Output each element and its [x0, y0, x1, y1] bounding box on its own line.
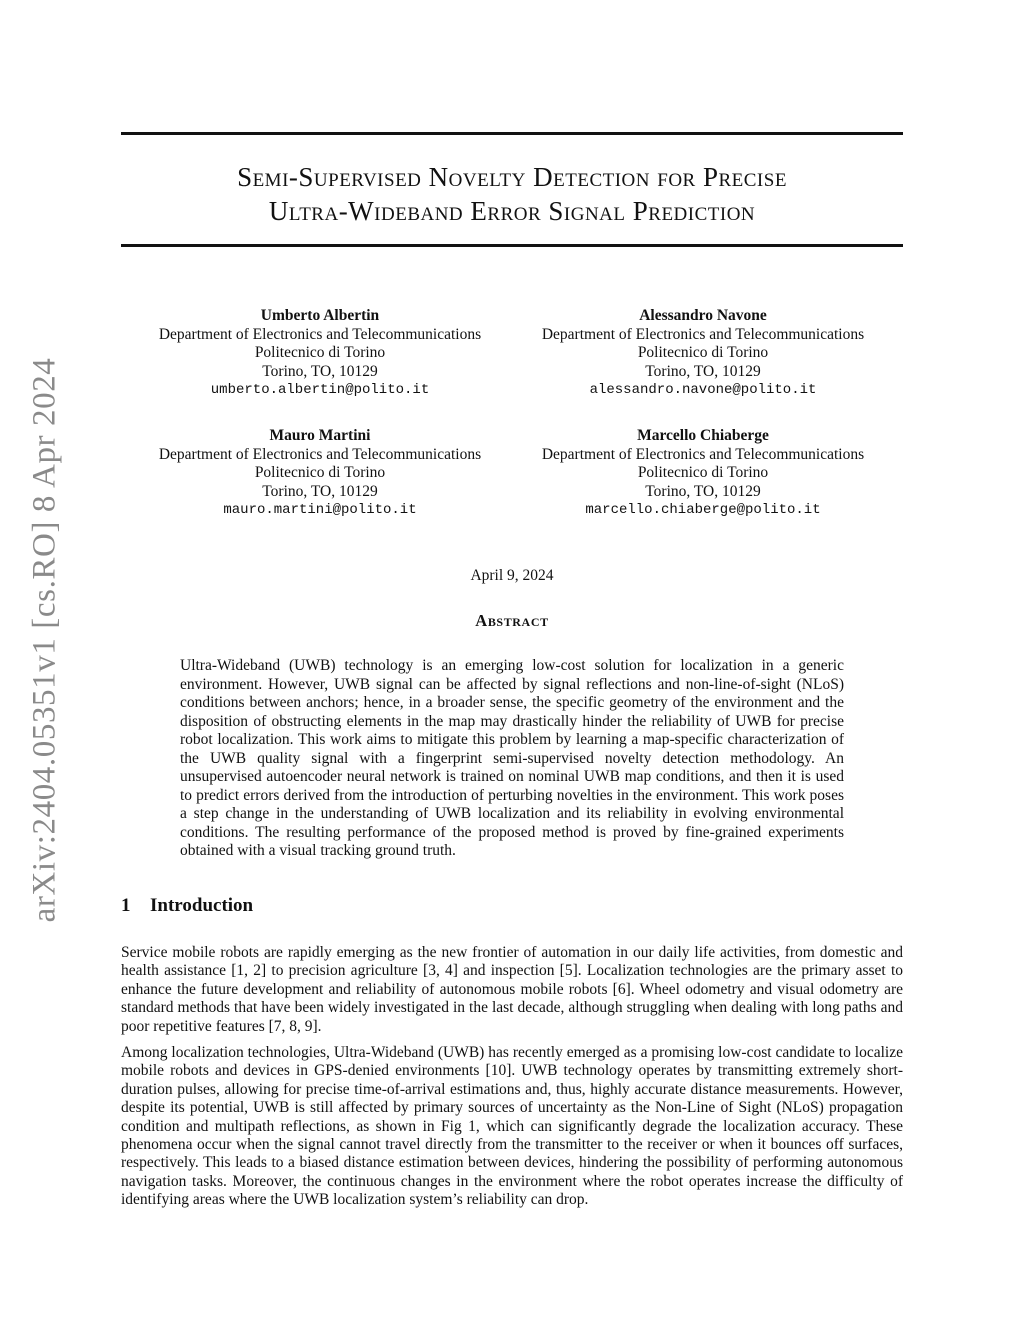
author-institution: Politecnico di Torino: [637, 464, 769, 481]
paper-date: April 9, 2024: [470, 567, 554, 584]
author-institution: Politecnico di Torino: [254, 464, 386, 481]
author-name: Alessandro Navone: [639, 307, 767, 324]
author-department: Department of Electronics and Telecommunications: [541, 445, 865, 463]
section-heading-introduction: [121, 895, 253, 917]
intro-paragraph-2: Among localization technologies, Ultra-Wideband (UWB) has recently emerged as a promising low-cost candidate to localize mobile robots and devices in GPS-denied environments [10]. UWB technology operates by transmitting extremely short-duration pulses, allowing for precise time-of-arrival estimations and, thus, highly accurate distance measurements. However, despite its potential, UWB is still affected by primary sources of uncertainty as the Non-Line of Sight (NLoS) propagation condition and multipath reflections, as shown in Fig 1, which can significantly degrade the localization accuracy. These phenomena occur when the signal cannot travel directly from the transmitter to the receiver or when it bounces off surfaces, respectively. This leads to a biased distance estimation between devices, hindering the possibility of performing autonomous navigation tasks. Moreover, the continuous changes in the environment where the robot operates increase the difficulty of identifying areas where the UWB localization system’s reliability can drop.: [121, 1044, 903, 1209]
title-line-2: Ultra-Wideband Error Signal Prediction: [268, 196, 756, 226]
author-address: Torino, TO, 10129: [262, 482, 378, 500]
author-department: Department of Electronics and Telecommunications: [158, 445, 482, 463]
section-title-text: Introduction: [150, 895, 254, 916]
paper-title: [121, 160, 903, 228]
author-department: Department of Electronics and Telecommunications: [541, 325, 865, 343]
author-address: Torino, TO, 10129: [645, 362, 761, 380]
author-institution: Politecnico di Torino: [637, 344, 769, 361]
author-block-martini: [120, 427, 520, 520]
author-block-albertin: [120, 307, 520, 400]
author-name: Marcello Chiaberge: [637, 427, 769, 444]
author-email: umberto.albertin@polito.it: [210, 382, 430, 398]
author-address: Torino, TO, 10129: [645, 482, 761, 500]
author-department: Department of Electronics and Telecommunications: [158, 325, 482, 343]
arxiv-identifier-stamp: arXiv:2404.05351v1 [cs.RO] 8 Apr 2024: [26, 357, 63, 923]
title-bottom-rule: [121, 244, 903, 247]
author-name: Umberto Albertin: [260, 307, 380, 324]
author-email: marcello.chiaberge@polito.it: [585, 502, 821, 518]
author-institution: Politecnico di Torino: [254, 344, 386, 361]
abstract-heading: Abstract: [475, 611, 549, 630]
section-number: 1: [121, 895, 131, 916]
author-block-chiaberge: [503, 427, 903, 520]
author-email: alessandro.navone@polito.it: [589, 382, 817, 398]
author-address: Torino, TO, 10129: [262, 362, 378, 380]
title-top-rule: [121, 132, 903, 135]
author-email: mauro.martini@polito.it: [223, 502, 417, 518]
abstract-text: Ultra-Wideband (UWB) technology is an emerging low-cost solution for localization in a generic environment. However, UWB signal can be affected by signal reflections and non-line-of-sight (NLoS) conditions between anchors; hence, in a broader sense, the specific geometry of the environment and the disposition of obstructing elements in the map may drastically hinder the reliability of UWB for precise robot localization. This work aims to mitigate this problem by learning a map-specific characterization of the UWB quality signal with a fingerprint semi-supervised novelty detection methodology. An unsupervised autoencoder neural network is trained on nominal UWB map conditions, and then it is used to predict errors derived from the introduction of perturbing novelties in the environment. This work poses a step change in the understanding of UWB localization and its reliability in evolving environmental conditions. The resulting performance of the proposed method is proved by fine-grained experiments obtained with a visual tracking ground truth.: [180, 657, 844, 859]
author-block-navone: [503, 307, 903, 400]
title-line-1: Semi-Supervised Novelty Detection for Precise: [237, 162, 787, 192]
author-name: Mauro Martini: [269, 427, 371, 444]
intro-paragraph-1: Service mobile robots are rapidly emerging as the new frontier of automation in our daily life activities, from domestic and health assistance [1, 2] to precision agriculture [3, 4] and inspection [5]. Localization technologies are the primary asset to enhance the future development and reliability of autonomous mobile robots [6]. Wheel odometry and visual odometry are standard methods that have been widely investigated in the last decade, although struggling when dealing with long paths and poor repetitive features [7, 8, 9].: [121, 944, 903, 1035]
